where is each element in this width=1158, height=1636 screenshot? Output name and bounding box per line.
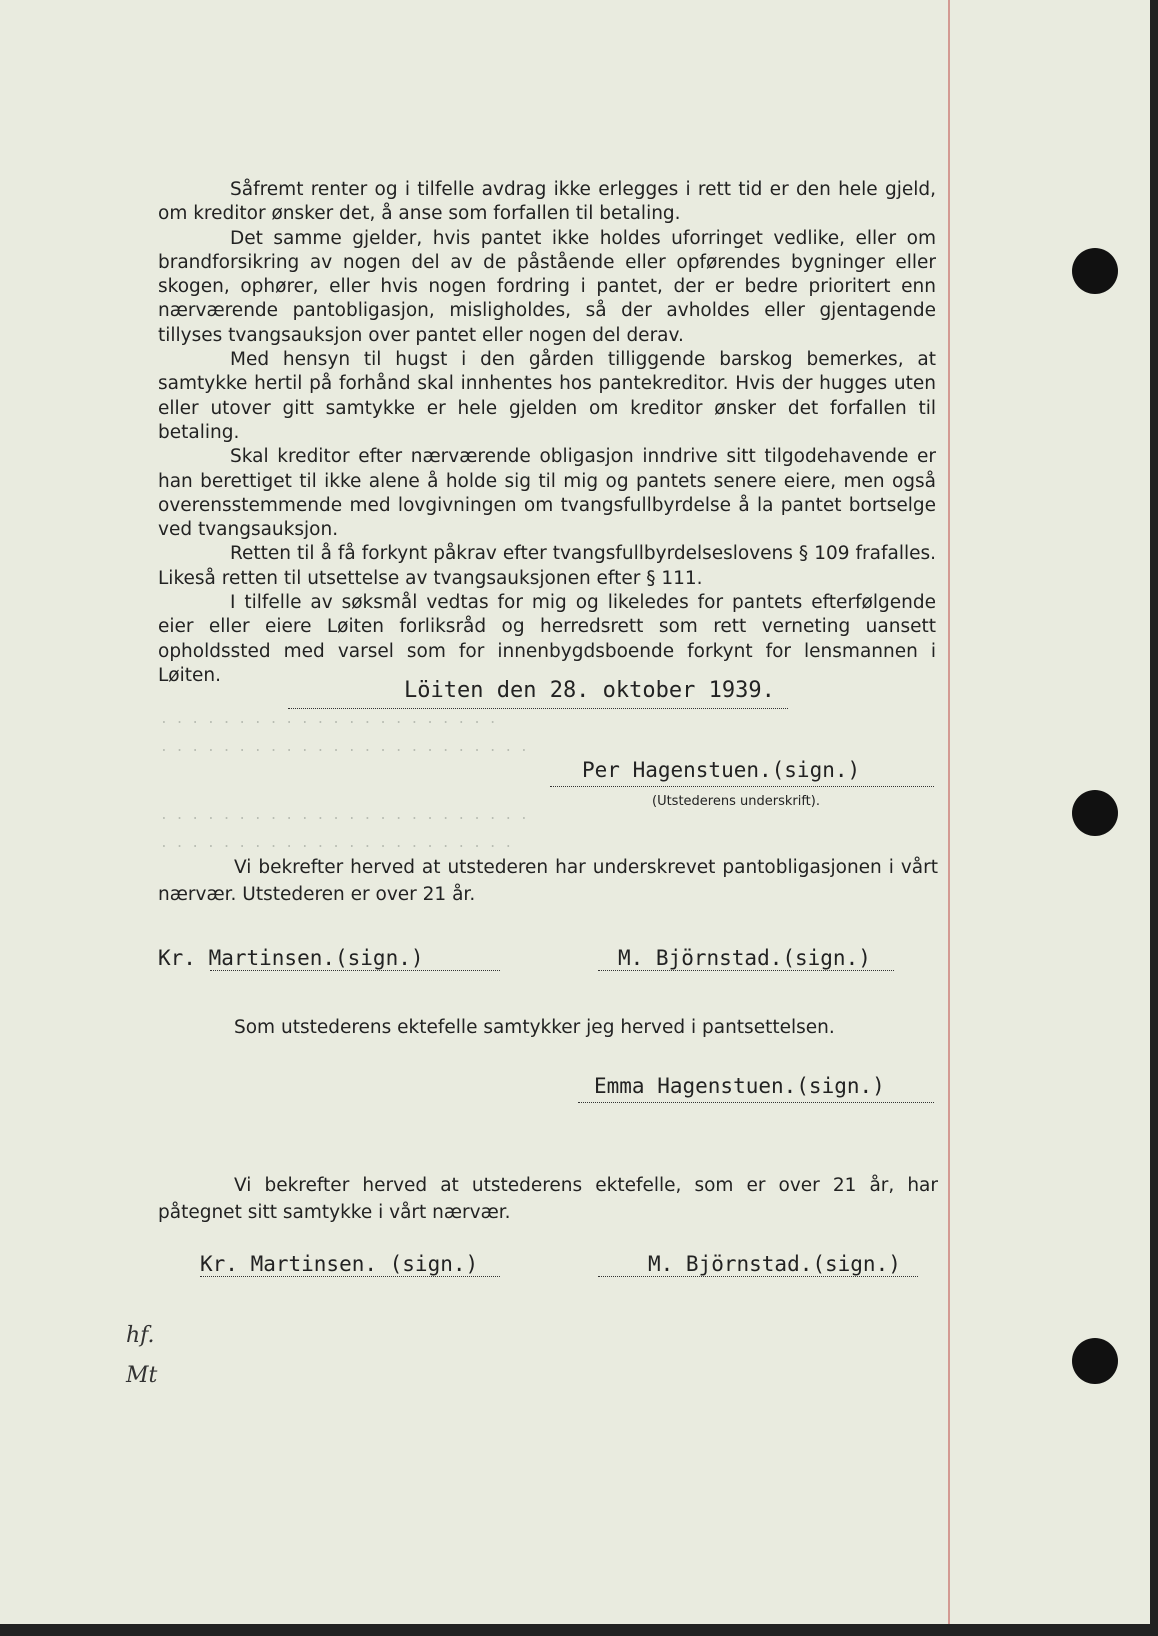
- witness-2a-signature: Kr. Martinsen. (sign.): [200, 1252, 479, 1276]
- witness-2b-line: [598, 1276, 918, 1277]
- witness-statement-2: [158, 1172, 938, 1226]
- show-through-text: . . . . . . . . . . . . . . . . . . . . . . . .: [160, 740, 528, 755]
- spouse-signature: Emma Hagenstuen.(sign.): [594, 1074, 885, 1098]
- witness-statement-2-text: Vi bekrefter herved at utstederens ektefelle, som er over 21 år, har påtegnet sitt samtykke i vårt nærvær.: [158, 1175, 938, 1223]
- witness-statement-1: [158, 854, 938, 908]
- spouse-consent: Som utstederens ektefelle samtykker jeg herved i pantsettelsen.: [234, 1017, 835, 1038]
- issuer-caption: (Utstederens underskrift).: [652, 794, 820, 809]
- witness-2b-signature: M. Björnstad.(sign.): [648, 1252, 901, 1276]
- witness-statement-1-text: Vi bekrefter herved at utstederen har underskrevet pantobligasjonen i vårt nærvær. Utstederen er over 21 år.: [158, 857, 938, 905]
- paragraph-logging: Med hensyn til hugst i den gården tilliggende barskog bemerkes, at samtykke hertil på forhånd skal innhentes hos pantekreditor. Hvis der hugges uten eller utover gitt samtykke er hele gjelden om kreditor ønsker det forfallen til betaling.: [158, 349, 936, 443]
- witness-1b-line: [598, 970, 894, 971]
- witness-1a-line: [210, 970, 500, 971]
- show-through-text: . . . . . . . . . . . . . . . . . . . . . .: [160, 712, 497, 727]
- punch-hole-bottom: [1072, 1338, 1118, 1384]
- show-through-text: . . . . . . . . . . . . . . . . . . . . . . . .: [160, 808, 528, 823]
- date-dotted-line: [288, 708, 788, 709]
- issuer-signature: Per Hagenstuen.(sign.): [582, 758, 861, 782]
- paragraph-enforcement: Skal kreditor efter nærværende obligasjon inndrive sitt tilgodehavende er han berettiget til ikke alene å holde sig til mig og pantets senere eiere, men også overensstemmende med lovgivningen om tvangsfullbyrdelse å la pantet bortselge ved tvangsauksjon.: [158, 446, 936, 541]
- main-body-text: [158, 178, 936, 688]
- show-through-text: . . . . . . . . . . . . . . . . . . . . . . .: [160, 836, 513, 851]
- witness-1b-signature: M. Björnstad.(sign.): [618, 946, 871, 970]
- red-margin-line: [948, 0, 950, 1624]
- witness-1a-signature: Kr. Martinsen.(sign.): [158, 946, 424, 970]
- paragraph-jurisdiction: I tilfelle av søksmål vedtas for mig og likeledes for pantets efterfølgende eier eller eiere Løiten forliksråd og herredsrett som rett verneting uansett opholdssted med varsel som for innenbygdsboende forkynt for lensmannen i Løiten.: [158, 592, 936, 686]
- witness-2a-line: [200, 1276, 500, 1277]
- margin-handwritten-note: hf. Mt: [126, 1323, 158, 1388]
- spouse-signature-line: [578, 1102, 934, 1103]
- place-date: Löiten den 28. oktober 1939.: [404, 678, 775, 703]
- paragraph-default: Såfremt renter og i tilfelle avdrag ikke erlegges i rett tid er den hele gjeld, om kreditor ønsker det, å anse som forfallen til betaling.: [158, 179, 936, 225]
- scan-border-bottom: [0, 1624, 1158, 1636]
- punch-hole-top: [1072, 248, 1118, 294]
- scan-border-right: [1150, 0, 1158, 1636]
- issuer-signature-line: [550, 786, 934, 787]
- paragraph-section-109: Retten til å få forkynt påkrav efter tvangsfullbyrdelseslovens § 109 frafalles. Likeså retten til utsettelse av tvangsauksjonen efter § 111.: [158, 543, 936, 589]
- paragraph-insurance: Det samme gjelder, hvis pantet ikke holdes uforringet vedlike, eller om brandforsikring av nogen del av de påstående eller opførendes bygninger eller skogen, ophører, eller hvis nogen fordring i pantet, der er bedre prioritert enn nærværende pantobligasjon, misligholdes, så der avholdes eller gjentagende tillyses tvangsauksjon over pantet eller nogen del derav.: [158, 227, 936, 346]
- punch-hole-middle: [1072, 790, 1118, 836]
